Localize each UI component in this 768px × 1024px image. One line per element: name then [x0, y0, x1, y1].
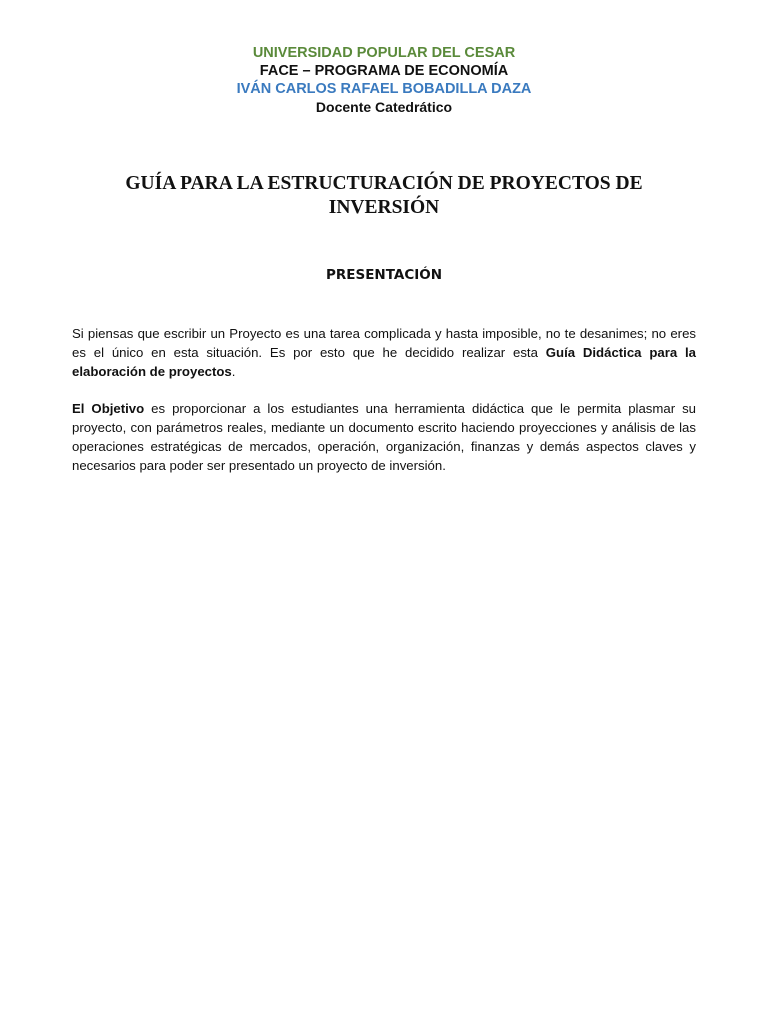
paragraph-objective-bold: El Objetivo: [72, 401, 145, 416]
section-heading: PRESENTACIÓN: [325, 267, 443, 283]
author-role: Docente Catedrático: [315, 99, 453, 115]
university-name: UNIVERSIDAD POPULAR DEL CESAR: [252, 45, 516, 61]
paragraph-objective: [72, 399, 696, 475]
paragraph-objective-text: es proporcionar a los estudiantes una herramienta didáctica que le permita plasmar su proyecto, con parámetros reales, mediante un documento escrito haciendo proyecciones y análisis de las operaciones estratégicas de mercados, operación, organización, finanzas y demás aspectos claves y necesarios para poder ser presentado un proyecto de inversión.: [72, 401, 696, 473]
document-header: [0, 44, 768, 116]
paragraph-intro-end: .: [231, 364, 236, 379]
author-name: IVÁN CARLOS RAFAEL BOBADILLA DAZA: [236, 81, 532, 97]
paragraph-intro-bold: Guía Didáctica para la elaboración de proyectos: [72, 345, 696, 379]
paragraph-intro-text: Si piensas que escribir un Proyecto es una tarea complicada y hasta imposible, no te desanimes; no eres es el único en esta situación. Es por esto que he decidido realizar esta: [72, 326, 696, 360]
paragraph-intro: [72, 324, 696, 381]
program-name: FACE – PROGRAMA DE ECONOMÍA: [259, 63, 509, 79]
document-title: GUÍA PARA LA ESTRUCTURACIÓN DE PROYECTOS DE INVERSIÓN: [125, 173, 643, 218]
